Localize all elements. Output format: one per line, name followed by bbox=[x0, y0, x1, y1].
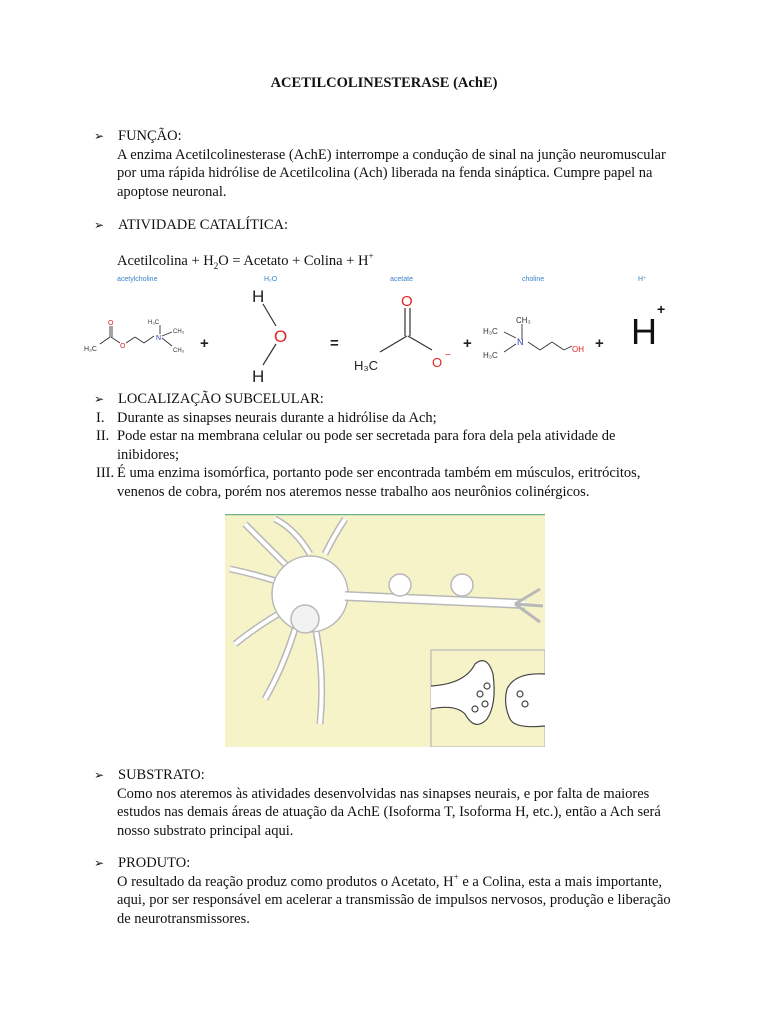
oxygen-atom: O bbox=[401, 293, 413, 310]
list-text: Pode estar na membrana celular ou pode ser secretada para fora dela pela atividade de bbox=[117, 428, 616, 444]
proton-charge: + bbox=[657, 301, 666, 317]
nitrogen-atom: N bbox=[156, 335, 162, 342]
list-item bbox=[96, 427, 714, 464]
equation-text: O = Acetato + Colina + H bbox=[218, 252, 369, 269]
ch3-label: CH₃ bbox=[173, 348, 185, 354]
paragraph-line: de neurotransmissores. bbox=[117, 910, 250, 927]
neuron-synapse-illustration bbox=[225, 514, 545, 747]
list-item bbox=[96, 464, 714, 501]
superscript: + bbox=[368, 250, 374, 261]
h3c-label: H₃C bbox=[354, 358, 379, 373]
section-produto bbox=[94, 854, 714, 928]
section-localizacao bbox=[94, 390, 714, 501]
section-heading: SUBSTRATO: bbox=[118, 767, 205, 783]
list-text: É uma enzima isomórfica, portanto pode ser encontrada também em músculos, eritrócitos, bbox=[117, 465, 641, 481]
section-atividade bbox=[94, 216, 714, 270]
paragraph-line: por uma rápida hidrólise de Acetilcolina (Ach) liberada na fenda sináptica. Cumpre papel na bbox=[117, 165, 653, 181]
acetate-structure bbox=[380, 308, 432, 352]
paragraph-line bbox=[117, 873, 714, 892]
reaction-equation bbox=[117, 252, 714, 271]
section-heading: FUNÇÃO: bbox=[118, 128, 182, 144]
list-number: II. bbox=[96, 428, 110, 444]
arrow-bullet-icon: ➢ bbox=[94, 856, 105, 870]
oxygen-atom: O bbox=[108, 320, 114, 327]
h3c-label: H₃C bbox=[84, 346, 97, 353]
label-acetate: acetate bbox=[390, 276, 413, 283]
arrow-bullet-icon: ➢ bbox=[94, 218, 105, 232]
section-heading: LOCALIZAÇÃO SUBCELULAR: bbox=[118, 391, 324, 407]
arrow-bullet-icon: ➢ bbox=[94, 129, 105, 143]
plus-sign: + bbox=[463, 335, 472, 352]
equation-text: Acetilcolina + H bbox=[117, 252, 214, 269]
h3c-label: H₃C bbox=[148, 320, 160, 326]
list-number: III. bbox=[96, 465, 115, 481]
label-acetylcholine: acetylcholine bbox=[117, 276, 158, 283]
acetylcholine-structure bbox=[100, 325, 172, 346]
ch3-label: CH₃ bbox=[516, 316, 531, 325]
list-number: I. bbox=[96, 409, 105, 426]
paragraph-line: nosso substrato principal aqui. bbox=[117, 822, 294, 839]
label-choline: choline bbox=[522, 276, 545, 283]
plus-sign: + bbox=[200, 335, 209, 352]
paragraph-text: O resultado da reação produz como produtos o Acetato, H bbox=[117, 873, 454, 890]
arrow-bullet-icon: ➢ bbox=[94, 768, 105, 782]
paragraph-line: estudos nas demais áreas de atuação da AchE (Isoforma T, Isoforma H, etc.), então a Ach será bbox=[117, 804, 661, 820]
reaction-structures bbox=[80, 280, 680, 390]
location-list bbox=[96, 409, 714, 502]
section-heading: PRODUTO: bbox=[118, 855, 191, 871]
list-text: venenos de cobra, porém nos ateremos nesse trabalho aos neurônios colinérgicos. bbox=[117, 483, 590, 500]
oxygen-atom: O bbox=[120, 343, 126, 350]
ch3-label: CH₃ bbox=[173, 329, 185, 335]
section-heading: ATIVIDADE CATALÍTICA: bbox=[118, 217, 288, 233]
subscript: 2 bbox=[213, 260, 219, 271]
proton-symbol: H bbox=[631, 311, 657, 352]
label-proton: H⁺ bbox=[638, 276, 647, 283]
minus-sign: − bbox=[445, 350, 451, 361]
hydrogen-atom: H bbox=[252, 367, 265, 386]
section-substrato bbox=[94, 766, 714, 840]
hydroxyl-label: OH bbox=[572, 345, 584, 354]
oxygen-atom: O bbox=[274, 327, 288, 346]
plus-sign: + bbox=[595, 335, 604, 352]
paragraph-line: Como nos ateremos às atividades desenvolvidas nas sinapses neurais, e por falta de maiores bbox=[117, 785, 650, 802]
h3c-label: H₃C bbox=[483, 351, 498, 360]
label-water: H₂O bbox=[264, 276, 278, 283]
h3c-label: H₃C bbox=[483, 327, 498, 336]
document-title: ACETILCOLINESTERASE (AchE) bbox=[270, 75, 498, 91]
paragraph-line: A enzima Acetilcolinesterase (AchE) interrompe a condução de sinal na junção neuromuscular bbox=[117, 146, 666, 163]
list-text: Durante as sinapses neurais durante a hidrólise da Ach; bbox=[117, 409, 437, 426]
section-funcao bbox=[94, 127, 714, 201]
equals-sign: = bbox=[330, 335, 339, 352]
choline-structure bbox=[504, 324, 572, 352]
nitrogen-atom: N bbox=[517, 337, 524, 347]
paragraph-text: e a Colina, esta a mais importante, bbox=[458, 873, 663, 890]
oxygen-atom: O bbox=[432, 355, 443, 370]
superscript: + bbox=[453, 871, 459, 882]
list-text: inibidores; bbox=[117, 446, 180, 463]
paragraph-line: apoptose neuronal. bbox=[117, 183, 227, 200]
arrow-bullet-icon: ➢ bbox=[94, 392, 105, 406]
paragraph-line: aqui, por ser responsável em acelerar a transmissão de impulsos nervosos, produção e liberação bbox=[117, 892, 671, 908]
list-item bbox=[96, 409, 714, 428]
hydrogen-atom: H bbox=[252, 287, 265, 306]
